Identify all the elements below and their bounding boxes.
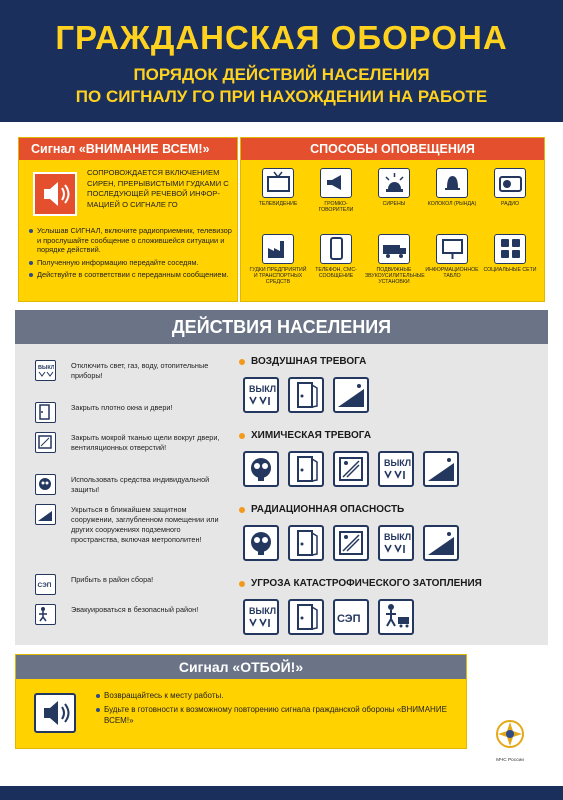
radio-icon bbox=[494, 168, 526, 198]
actions-title: ДЕЙСТВИЯ НАСЕЛЕНИЯ bbox=[15, 310, 548, 344]
bottom-stripe bbox=[0, 786, 563, 800]
threat-group bbox=[237, 503, 547, 577]
siren-icon bbox=[378, 168, 410, 198]
signal-attention-list bbox=[29, 226, 234, 283]
subtitle-line-2: ПО СИГНАЛУ ГО ПРИ НАХОЖДЕНИИ НА РАБОТЕ bbox=[75, 87, 488, 106]
switch-off-icon bbox=[243, 377, 279, 413]
door-icon bbox=[288, 599, 324, 635]
shelter-icon bbox=[423, 525, 459, 561]
factory-icon bbox=[262, 234, 294, 264]
svg-text:СЭП: СЭП bbox=[37, 582, 52, 589]
legend-item: Укрыться в ближайшем защитном сооружении, заглубленном помещении или других сооружениях подземного пространства, включая метрополитен! bbox=[35, 504, 220, 572]
door-icon bbox=[35, 402, 56, 423]
actions-legend bbox=[35, 360, 220, 646]
notification-item: РАДИО bbox=[481, 168, 539, 232]
notification-grid bbox=[249, 168, 539, 298]
notification-item: ТЕЛЕФОН, СМС-СООБЩЕНИЕ bbox=[307, 234, 365, 298]
shelter-icon bbox=[423, 451, 459, 487]
notification-title: СПОСОБЫ ОПОВЕЩЕНИЯ bbox=[241, 138, 544, 160]
svg-text:ВЫКЛ: ВЫКЛ bbox=[249, 384, 277, 394]
header bbox=[0, 0, 563, 122]
legend-item: СЭП Прибыть в район сбора! bbox=[35, 574, 220, 602]
signal-end-list bbox=[96, 690, 456, 729]
threat-group-icons bbox=[237, 599, 547, 635]
threat-group-title: ХИМИЧЕСКАЯ ТРЕВОГА bbox=[237, 429, 547, 443]
cloth-icon bbox=[333, 525, 369, 561]
emblem bbox=[475, 717, 545, 777]
phone-icon bbox=[320, 234, 352, 264]
threat-group-title: УГРОЗА КАТАСТРОФИЧЕСКОГО ЗАТОПЛЕНИЯ bbox=[237, 577, 547, 591]
list-item: Услышав СИГНАЛ, включите радиоприемник, телевизор и прослушайте сообщение о сложившейся ситуации и порядке действий. bbox=[29, 226, 234, 255]
threat-group-icons bbox=[237, 377, 547, 413]
door-icon bbox=[288, 377, 324, 413]
threat-group bbox=[237, 429, 547, 503]
emblem-caption: МЧС России bbox=[496, 758, 524, 763]
notification-item: СОЦИАЛЬНЫЕ СЕТИ bbox=[481, 234, 539, 298]
threat-group bbox=[237, 355, 547, 429]
notification-item: ПОДВИЖНЫЕ ЗВУКОУСИЛИТЕЛЬНЫЕ УСТАНОВКИ bbox=[365, 234, 423, 298]
switch-off-icon bbox=[35, 360, 56, 381]
switch-off-icon bbox=[378, 525, 414, 561]
signal-end-title: Сигнал «ОТБОЙ!» bbox=[16, 655, 466, 679]
bell-icon bbox=[436, 168, 468, 198]
emchs-emblem-icon bbox=[493, 717, 527, 755]
board-icon bbox=[436, 234, 468, 264]
legend-item: Использовать средства индивидуальной защиты! bbox=[35, 474, 220, 502]
evacuation-icon bbox=[378, 599, 414, 635]
evacuation-icon bbox=[35, 604, 56, 625]
notification-item: СИРЕНЫ bbox=[365, 168, 423, 232]
threat-group bbox=[237, 577, 547, 651]
signal-attention-panel bbox=[18, 137, 238, 302]
list-item: Действуйте в соответствии с переданным сообщением. bbox=[29, 270, 234, 280]
legend-item: Закрыть плотно окна и двери! bbox=[35, 402, 220, 430]
gas-mask-icon bbox=[243, 451, 279, 487]
notification-panel bbox=[240, 137, 545, 302]
speaker-icon bbox=[34, 693, 76, 733]
truck-icon bbox=[378, 234, 410, 264]
list-item: Полученную информацию передайте соседям. bbox=[29, 258, 234, 268]
switch-off-icon bbox=[243, 599, 279, 635]
svg-text:ВЫКЛ: ВЫКЛ bbox=[384, 532, 412, 542]
social-icon bbox=[494, 234, 526, 264]
cloth-icon bbox=[35, 432, 56, 453]
shelter-icon bbox=[35, 504, 56, 525]
switch-off-icon bbox=[378, 451, 414, 487]
notification-item: ГУДКИ ПРЕДПРИЯТИЙ И ТРАНСПОРТНЫХ СРЕДСТВ bbox=[249, 234, 307, 298]
list-item: Будьте в готовности к возможному повторению сигнала гражданской обороны «ВНИМАНИЕ ВСЕМ!» bbox=[96, 704, 456, 726]
notification-item: ТЕЛЕВИДЕНИЕ bbox=[249, 168, 307, 232]
tv-icon bbox=[262, 168, 294, 198]
signal-end-panel bbox=[15, 654, 467, 749]
page-title: ГРАЖДАНСКАЯ ОБОРОНА bbox=[55, 19, 508, 56]
threat-group-title: РАДИАЦИОННАЯ ОПАСНОСТЬ bbox=[237, 503, 547, 517]
threat-groups bbox=[237, 355, 547, 651]
notification-item: ГРОМКО-ГОВОРИТЕЛИ bbox=[307, 168, 365, 232]
threat-group-title: ВОЗДУШНАЯ ТРЕВОГА bbox=[237, 355, 547, 369]
subtitle-line-1: ПОРЯДОК ДЕЙСТВИЙ НАСЕЛЕНИЯ bbox=[133, 65, 430, 84]
loudspeaker-icon bbox=[320, 168, 352, 198]
shelter-icon bbox=[333, 377, 369, 413]
assembly-point-icon bbox=[333, 599, 369, 635]
actions-panel bbox=[15, 310, 548, 645]
notification-item: ИНФОРМАЦИОННОЕ ТАБЛО bbox=[423, 234, 481, 298]
threat-group-icons bbox=[237, 525, 547, 561]
gas-mask-icon bbox=[35, 474, 56, 495]
list-item: Возвращайтесь к месту работы. bbox=[96, 690, 456, 701]
threat-group-icons bbox=[237, 451, 547, 487]
door-icon bbox=[288, 525, 324, 561]
legend-item: Эвакуироваться в безопасный район! bbox=[35, 604, 220, 644]
legend-item: Закрыть мокрой тканью щели вокруг двери, вентиляционных отверстий! bbox=[35, 432, 220, 472]
door-icon bbox=[288, 451, 324, 487]
cloth-icon bbox=[333, 451, 369, 487]
legend-item: ВЫКЛ Отключить свет, газ, воду, отопительные приборы! bbox=[35, 360, 220, 400]
content-sheet bbox=[0, 122, 563, 800]
svg-text:ВЫКЛ: ВЫКЛ bbox=[249, 606, 277, 616]
svg-text:СЭП: СЭП bbox=[337, 613, 361, 625]
svg-text:ВЫКЛ: ВЫКЛ bbox=[384, 458, 412, 468]
speaker-icon bbox=[33, 172, 77, 216]
signal-attention-title: Сигнал «ВНИМАНИЕ ВСЕМ!» bbox=[19, 138, 237, 160]
notification-item: КОЛОКОЛ (РЫНДА) bbox=[423, 168, 481, 232]
svg-text:ВЫКЛ: ВЫКЛ bbox=[38, 365, 54, 371]
assembly-point-icon bbox=[35, 574, 56, 595]
gas-mask-icon bbox=[243, 525, 279, 561]
signal-attention-lead: СОПРОВОЖДАЕТСЯ ВКЛЮЧЕНИЕМ СИРЕН, ПРЕРЫВИСТЫМИ ГУДКАМИ С ПОСЛЕДУЮЩЕЙ РЕЧЕВОЙ ИНФОР-МАЦИЕЙ О СИГНАЛЕ ГО bbox=[87, 168, 229, 209]
